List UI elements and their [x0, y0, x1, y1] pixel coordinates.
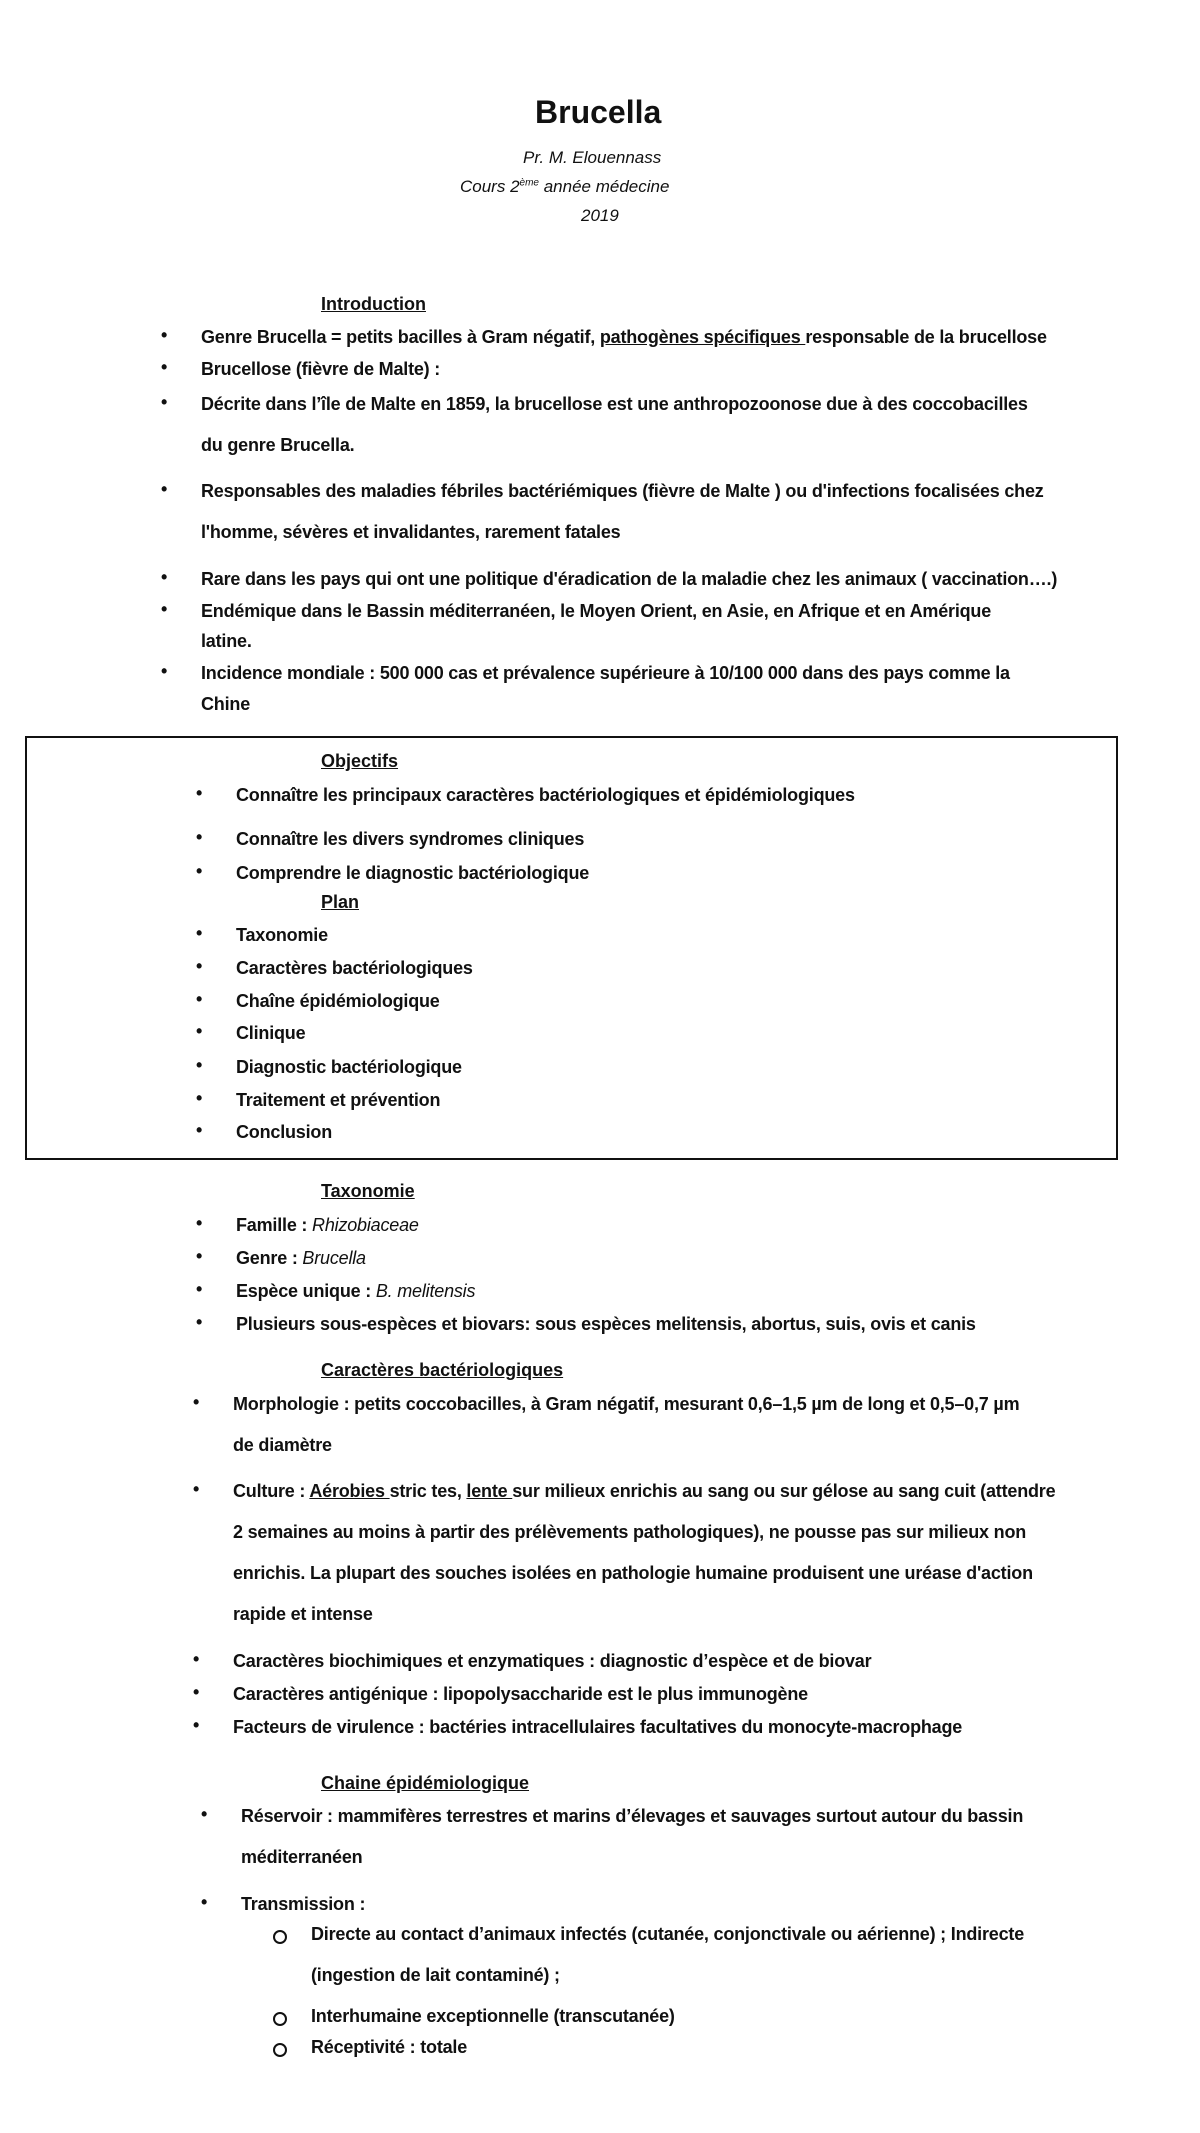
bullet: • [201, 1892, 208, 1912]
antigenique: Caractères antigénique : lipopolysaccharide est le plus immunogène [233, 1684, 808, 1704]
year: 2019 [581, 206, 619, 225]
bullet: • [193, 1392, 200, 1412]
intro-bullet-7-line-1: Incidence mondiale : 500 000 cas et prévalence supérieure à 10/100 000 dans des pays comme la [201, 663, 1010, 683]
taxonomie-heading: Taxonomie [321, 1181, 415, 1201]
bullet: • [161, 357, 168, 377]
objectifs-heading: Objectifs [321, 751, 399, 771]
bullet: • [193, 1649, 200, 1669]
bullet: • [196, 1088, 203, 1108]
plan-item: Clinique [236, 1023, 306, 1043]
biochimiques: Caractères biochimiques et enzymatiques : diagnostic d’espèce et de biovar [233, 1651, 872, 1671]
author: Pr. M. Elouennass [523, 148, 662, 167]
bullet: • [193, 1682, 200, 1702]
intro-bullet-3-line-2: du genre Brucella. [201, 435, 355, 455]
text: Genre Brucella = petits bacilles à Gram négatif, [201, 327, 600, 347]
intro-bullet-3-line-1: Décrite dans l’île de Malte en 1859, la brucellose est une anthropozoonose due à des coccobacilles [201, 394, 1028, 414]
culture-line-4: rapide et intense [233, 1604, 373, 1624]
bullet: • [196, 1213, 203, 1233]
reservoir-line-1: Réservoir : mammifères terrestres et marins d’élevages et sauvages surtout autour du bassin [241, 1806, 1024, 1826]
value: B. melitensis [375, 1281, 476, 1301]
culture-line-1 [233, 1481, 1055, 1502]
transmission: Transmission : [241, 1894, 366, 1914]
plan-item: Chaîne épidémiologique [236, 991, 440, 1011]
intro-bullet-4-line-1: Responsables des maladies fébriles bactériémiques (fièvre de Malte ) ou d'infections focalisées chez [201, 481, 1044, 501]
reservoir-line-2: méditerranéen [241, 1847, 363, 1867]
bullet: • [196, 1246, 203, 1266]
document-title: Brucella [535, 94, 662, 130]
intro-bullet-7-line-2: Chine [201, 694, 251, 714]
course-prefix: Cours 2 [460, 177, 520, 196]
transmission-directe-line-1: Directe au contact d’animaux infectés (cutanée, conjonctivale ou aérienne) ; Indirecte [311, 1924, 1025, 1944]
text: responsable de la brucellose [805, 327, 1047, 347]
bullet: • [161, 567, 168, 587]
chaine-heading [321, 1773, 529, 1794]
plan-item: Taxonomie [236, 925, 328, 945]
sub-bullet-circle [273, 2043, 287, 2057]
underlined-text: pathogènes spécifiques [599, 327, 806, 347]
text: Chaine [321, 1773, 387, 1793]
plan-item: Conclusion [236, 1122, 332, 1142]
objectif-item: Connaître les divers syndromes cliniques [236, 829, 585, 849]
course-superscript: ème [519, 177, 539, 189]
intro-bullet-2: Brucellose (fièvre de Malte) : [201, 359, 441, 379]
receptivite: Réceptivité : totale [311, 2037, 468, 2057]
bullet: • [196, 923, 203, 943]
bullet: • [196, 1279, 203, 1299]
bullet: • [161, 479, 168, 499]
intro-bullet-4-line-2: l'homme, sévères et invalidantes, rarement fatales [201, 522, 621, 542]
bullet: • [161, 392, 168, 412]
bullet: • [161, 661, 168, 681]
label: Genre : [236, 1248, 303, 1268]
bullet: • [196, 1055, 203, 1075]
value: Rhizobiaceae [312, 1215, 419, 1235]
bullet: • [196, 783, 203, 803]
introduction-heading: Introduction [321, 294, 426, 314]
plan-item: Diagnostic bactériologique [236, 1057, 462, 1077]
text: Culture : [233, 1481, 310, 1501]
caracteres-heading: Caractères bactériologiques [321, 1360, 564, 1380]
objectif-item: Comprendre le diagnostic bactériologique [236, 863, 590, 883]
course-suffix: année médecine [538, 177, 670, 196]
taxonomie-espece [236, 1281, 475, 1302]
bullet: • [196, 1021, 203, 1041]
culture-line-2: 2 semaines au moins à partir des prélèvements pathologiques), ne pousse pas sur milieux non [233, 1522, 1027, 1542]
objectif-item: Connaître les principaux caractères bactériologiques et épidémiologiques [236, 785, 855, 805]
intro-bullet-5: Rare dans les pays qui ont une politique d'éradication de la maladie chez les animaux ( vaccination….) [201, 569, 1058, 589]
taxonomie-sous-especes: Plusieurs sous-espèces et biovars: sous espèces melitensis, abortus, suis, ovis et canis [236, 1314, 976, 1334]
bullet: • [193, 1715, 200, 1735]
bullet: • [193, 1479, 200, 1499]
underlined-text: lente [466, 1481, 513, 1501]
label: Espèce unique : [236, 1281, 376, 1301]
value: Brucella [302, 1248, 366, 1268]
text: stric tes, [389, 1481, 467, 1501]
bullet: • [201, 1804, 208, 1824]
bullet: • [196, 827, 203, 847]
taxonomie-genre [236, 1248, 366, 1269]
underlined-text: Aérobies [309, 1481, 390, 1501]
intro-bullet-6-line-1: Endémique dans le Bassin méditerranéen, le Moyen Orient, en Asie, en Afrique et en Amérique [201, 601, 992, 621]
bullet: • [161, 599, 168, 619]
virulence: Facteurs de virulence : bactéries intracellulaires facultatives du monocyte-macrophage [233, 1717, 963, 1737]
plan-item: Caractères bactériologiques [236, 958, 473, 978]
bullet: • [196, 1120, 203, 1140]
morphologie-line-2: de diamètre [233, 1435, 332, 1455]
intro-bullet-1 [201, 327, 1047, 348]
bullet: • [196, 989, 203, 1009]
morphologie-line-1: Morphologie : petits coccobacilles, à Gram négatif, mesurant 0,6–1,5 µm de long et 0,5–0,7 µm [233, 1394, 1020, 1414]
text: sur milieux enrichis au sang ou sur gélose au sang cuit (attendre [512, 1481, 1056, 1501]
culture-line-3: enrichis. La plupart des souches isolées en pathologie humaine produisent une uréase d'action [233, 1563, 1033, 1583]
transmission-interhumaine: Interhumaine exceptionnelle (transcutanée) [311, 2006, 675, 2026]
sub-bullet-circle [273, 2012, 287, 2026]
text: épidémiologique [386, 1773, 530, 1793]
taxonomie-famille [236, 1215, 419, 1236]
intro-bullet-6-line-2: latine. [201, 631, 252, 651]
bullet: • [196, 861, 203, 881]
label: Famille : [236, 1215, 313, 1235]
bullet: • [161, 325, 168, 345]
bullet: • [196, 1312, 203, 1332]
transmission-directe-line-2: (ingestion de lait contaminé) ; [311, 1965, 560, 1985]
sub-bullet-circle [273, 1930, 287, 1944]
bullet: • [196, 956, 203, 976]
plan-item: Traitement et prévention [236, 1090, 441, 1110]
course-info [460, 177, 669, 197]
plan-heading: Plan [321, 892, 360, 912]
